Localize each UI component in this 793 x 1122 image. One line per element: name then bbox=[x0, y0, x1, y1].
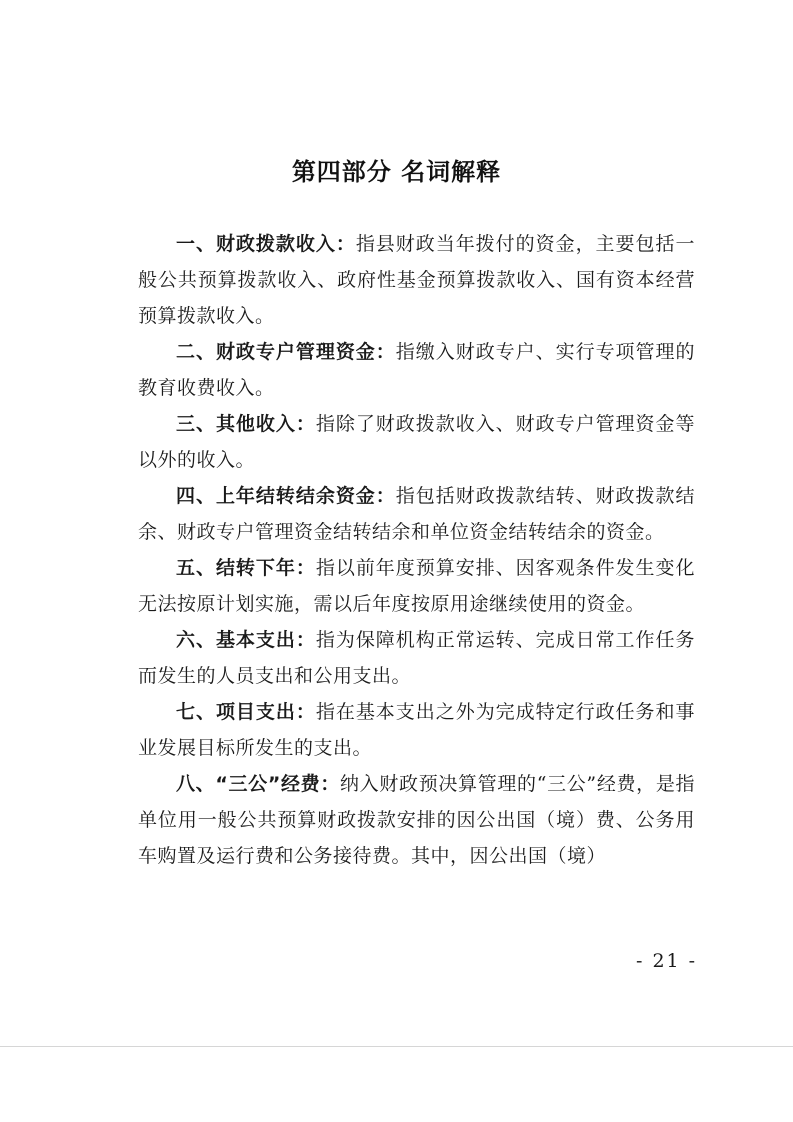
page-bottom-divider bbox=[0, 1046, 793, 1047]
document-body bbox=[138, 226, 695, 874]
page-title: 第四部分 名词解释 bbox=[291, 158, 502, 186]
page-number: - 21 - bbox=[636, 950, 698, 972]
term-label: 四、上年结转结余资金： bbox=[176, 485, 396, 507]
term-definition: 指为保障机构正常运转、完成日常工作任务而发生的人员支出和公用支出。 bbox=[138, 629, 695, 687]
term-definition-paragraph bbox=[138, 478, 695, 550]
term-definition-paragraph bbox=[138, 622, 695, 694]
term-label: 三、其他收入： bbox=[176, 413, 316, 435]
term-definition-paragraph bbox=[138, 550, 695, 622]
term-label: 六、基本支出： bbox=[176, 629, 316, 651]
term-definition-paragraph bbox=[138, 334, 695, 406]
term-label: 八、“三公”经费： bbox=[176, 773, 341, 795]
term-definition: 指在基本支出之外为完成特定行政任务和事业发展目标所发生的支出。 bbox=[138, 701, 695, 759]
term-label: 五、结转下年： bbox=[176, 557, 316, 579]
term-definition: 指缴入财政专户、实行专项管理的教育收费收入。 bbox=[138, 341, 695, 399]
term-definition: 指包括财政拨款结转、财政拨款结余、财政专户管理资金结转结余和单位资金结转结余的资金。 bbox=[138, 485, 695, 543]
term-definition: 指以前年度预算安排、因客观条件发生变化无法按原计划实施，需以后年度按原用途继续使用的资金。 bbox=[138, 557, 695, 615]
term-definition-paragraph bbox=[138, 766, 695, 874]
term-definition-paragraph bbox=[138, 694, 695, 766]
term-definition: 指除了财政拨款收入、财政专户管理资金等以外的收入。 bbox=[138, 413, 695, 471]
term-definition-paragraph bbox=[138, 226, 695, 334]
term-label: 七、项目支出： bbox=[176, 701, 316, 723]
term-label: 一、财政拨款收入： bbox=[176, 233, 356, 255]
term-definition: 指县财政当年拨付的资金，主要包括一般公共预算拨款收入、政府性基金预算拨款收入、国有资本经营预算拨款收入。 bbox=[138, 233, 695, 327]
term-definition: 纳入财政预决算管理的“三公”经费，是指单位用一般公共预算财政拨款安排的因公出国（境）费、公务用车购置及运行费和公务接待费。其中，因公出国（境） bbox=[138, 773, 695, 867]
term-label: 二、财政专户管理资金： bbox=[176, 341, 396, 363]
term-definition-paragraph bbox=[138, 406, 695, 478]
